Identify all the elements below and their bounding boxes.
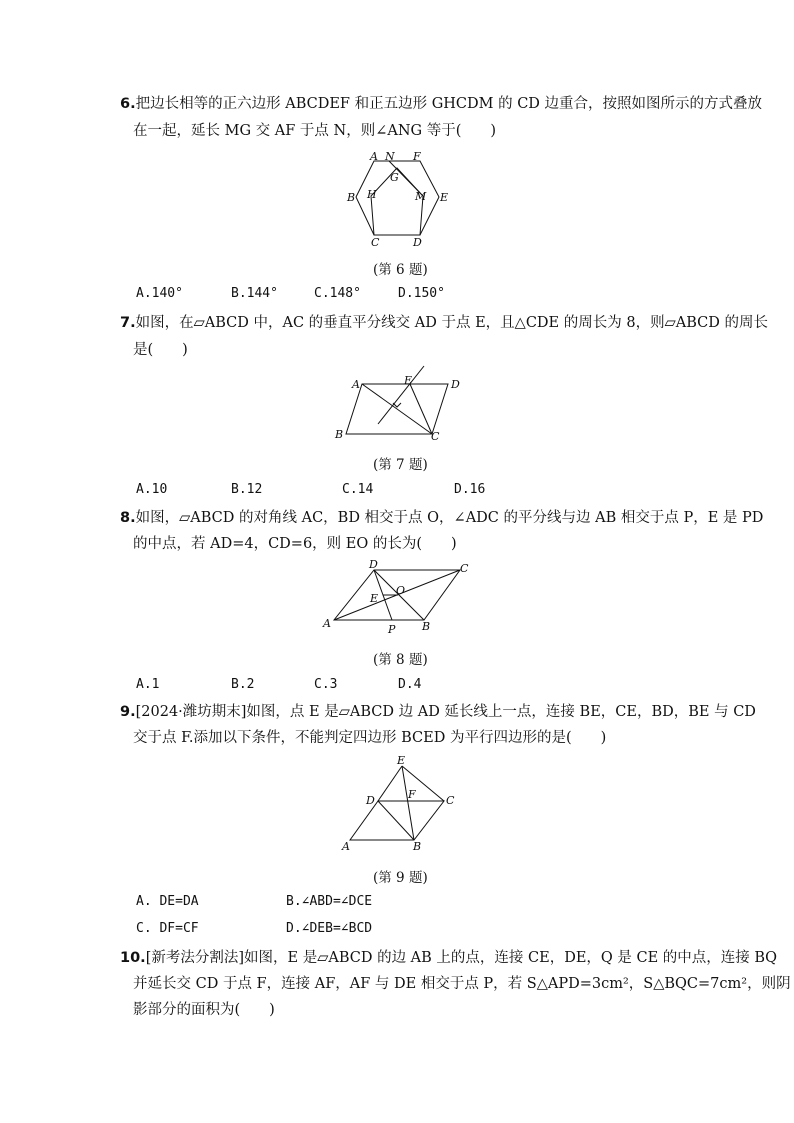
label-D: D bbox=[366, 794, 375, 807]
q8-text-line2: 的中点，若 AD=4，CD=6，则 EO 的长为( ) bbox=[133, 536, 457, 552]
q8-option-c[interactable]: C.3 bbox=[314, 677, 338, 692]
label-N: N bbox=[385, 150, 395, 163]
q6-option-d[interactable]: D.150° bbox=[398, 286, 445, 301]
q7-figure-parallelogram bbox=[330, 362, 470, 444]
label-M: M bbox=[415, 190, 427, 203]
q9-option-a[interactable]: A. DE=DA bbox=[136, 894, 199, 909]
q7-number: 7. bbox=[120, 315, 136, 331]
label-D: D bbox=[413, 236, 422, 248]
label-B: B bbox=[335, 428, 344, 441]
q6-option-c[interactable]: C.148° bbox=[314, 286, 361, 301]
q6-option-a[interactable]: A.140° bbox=[136, 286, 183, 301]
q7-caption: (第 7 题) bbox=[373, 457, 428, 473]
label-A: A bbox=[342, 840, 350, 853]
parallelogram-abcd bbox=[350, 801, 444, 840]
q8-figure-parallelogram bbox=[318, 558, 478, 640]
q9-figure-parallelogram bbox=[338, 754, 468, 854]
q7-option-d[interactable]: D.16 bbox=[454, 482, 486, 497]
q8-number: 8. bbox=[120, 510, 136, 526]
q8-option-d[interactable]: D.4 bbox=[398, 677, 422, 692]
q10-number: 10. bbox=[120, 950, 146, 966]
label-B: B bbox=[422, 620, 431, 633]
q7-option-a[interactable]: A.10 bbox=[136, 482, 168, 497]
q6-text-line1 bbox=[120, 94, 762, 114]
q9-text-line1 bbox=[120, 702, 756, 722]
label-E: E bbox=[440, 191, 449, 204]
label-D: D bbox=[369, 558, 378, 571]
q9-number: 9. bbox=[120, 704, 136, 720]
q6-figure-hexagon-pentagon bbox=[340, 148, 450, 248]
label-A: A bbox=[352, 378, 360, 391]
q8-option-a[interactable]: A.1 bbox=[136, 677, 160, 692]
q6-number: 6. bbox=[120, 96, 136, 112]
label-P: P bbox=[388, 623, 396, 636]
q9-caption: (第 9 题) bbox=[373, 870, 428, 886]
label-E: E bbox=[404, 374, 413, 387]
q10-text-line3: 影部分的面积为( ) bbox=[133, 1002, 275, 1018]
q10-stem-1: [新考法分割法]如图，E 是▱ABCD 的边 AB 上的点，连接 CE，DE，Q 是 CE 的中点，连接 BQ bbox=[145, 950, 777, 966]
q6-text-line2: 在一起，延长 MG 交 AF 于点 N，则∠ANG 等于( ) bbox=[133, 123, 497, 139]
q8-caption: (第 8 题) bbox=[373, 652, 428, 668]
q9-option-d[interactable]: D.∠DEB=∠BCD bbox=[286, 921, 373, 936]
label-C: C bbox=[371, 236, 380, 248]
q6-caption: (第 6 题) bbox=[373, 262, 428, 278]
q8-stem-1: 如图，▱ABCD 的对角线 AC，BD 相交于点 O，∠ADC 的平分线与边 AB 相交于点 P，E 是 PD bbox=[135, 510, 764, 526]
q6-stem-1: 把边长相等的正六边形 ABCDEF 和正五边形 GHCDM 的 CD 边重合，按照如图所示的方式叠放 bbox=[135, 96, 763, 112]
label-C: C bbox=[460, 562, 469, 575]
label-O: O bbox=[396, 584, 406, 597]
q8-text-line1 bbox=[120, 508, 763, 528]
q9-option-c[interactable]: C. DF=CF bbox=[136, 921, 199, 936]
perpendicular-bisector bbox=[378, 366, 424, 424]
q9-option-b[interactable]: B.∠ABD=∠DCE bbox=[286, 894, 373, 909]
q7-option-c[interactable]: C.14 bbox=[342, 482, 374, 497]
q10-text-line2: 并延长交 CD 于点 F，连接 AF，AF 与 DE 相交于点 P，若 S△APD=3cm²，S△BQC=7cm²，则阴 bbox=[133, 976, 791, 992]
label-C: C bbox=[431, 430, 440, 443]
q7-option-b[interactable]: B.12 bbox=[231, 482, 263, 497]
q7-text-line1 bbox=[120, 313, 768, 333]
q8-option-b[interactable]: B.2 bbox=[231, 677, 255, 692]
label-B: B bbox=[347, 191, 356, 204]
q9-text-line2: 交于点 F.添加以下条件，不能判定四边形 BCED 为平行四边形的是( ) bbox=[133, 730, 607, 746]
label-F: F bbox=[408, 788, 416, 801]
label-F: F bbox=[413, 150, 421, 163]
q7-stem-1: 如图，在▱ABCD 中，AC 的垂直平分线交 AD 于点 E，且△CDE 的周长为 8，则▱ABCD 的周长 bbox=[135, 315, 768, 331]
label-E: E bbox=[397, 754, 406, 767]
q6-option-b[interactable]: B.144° bbox=[231, 286, 278, 301]
label-A: A bbox=[370, 150, 378, 163]
label-D: D bbox=[451, 378, 460, 391]
label-C: C bbox=[446, 794, 455, 807]
label-H: H bbox=[367, 188, 377, 201]
label-G: G bbox=[390, 171, 399, 184]
label-A: A bbox=[323, 617, 331, 630]
q9-stem-1: [2024·潍坊期末]如图，点 E 是▱ABCD 边 AD 延长线上一点，连接 BE，CE，BD，BE 与 CD bbox=[135, 704, 756, 720]
q10-text-line1 bbox=[120, 948, 777, 968]
label-B: B bbox=[413, 840, 422, 853]
q7-text-line2: 是( ) bbox=[133, 342, 188, 358]
label-E: E bbox=[370, 592, 379, 605]
line-ae-extension bbox=[378, 766, 402, 801]
